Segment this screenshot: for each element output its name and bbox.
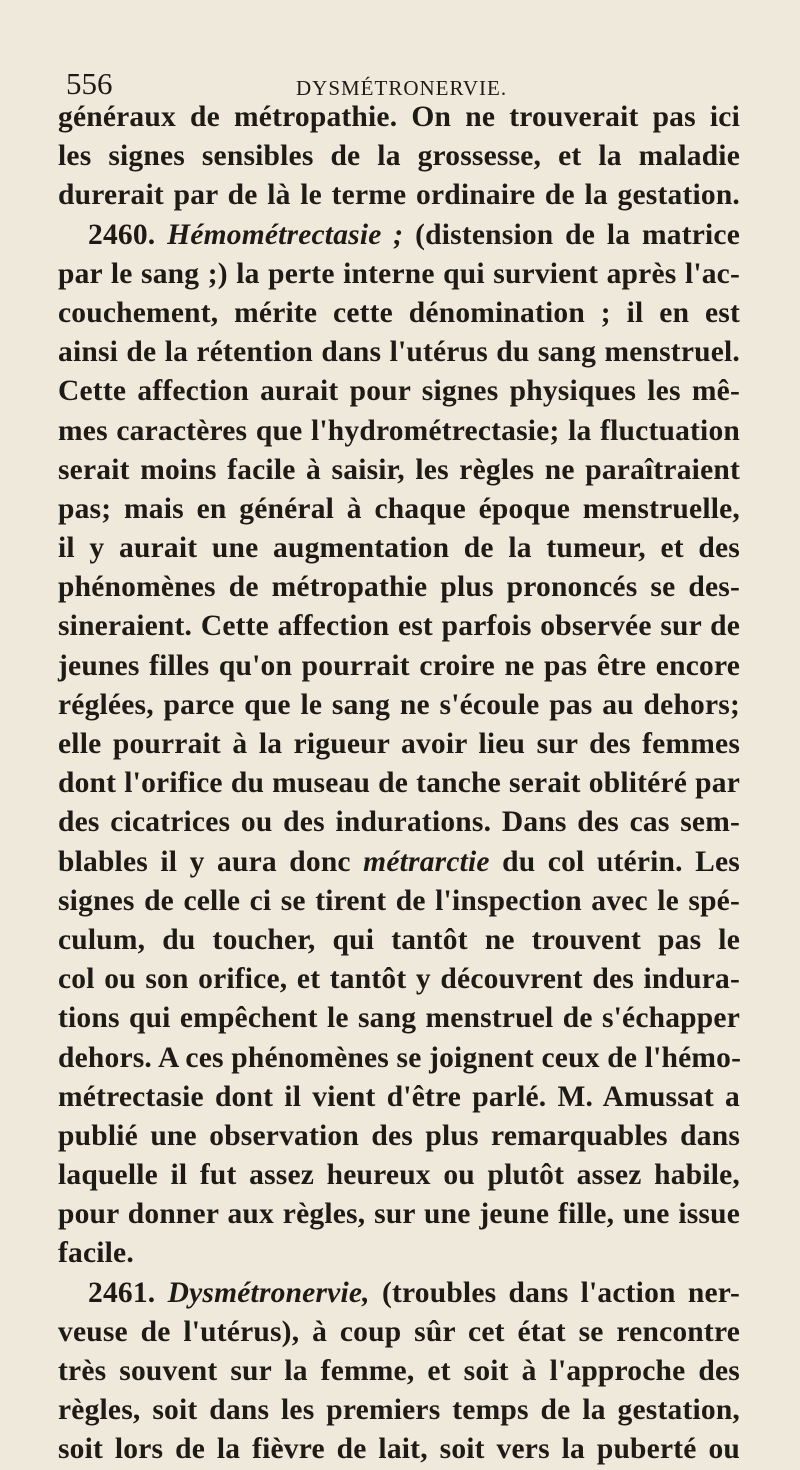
text-line	[58, 803, 740, 842]
text-run: par le sang ;) la perte interne qui survient après l'ac-	[58, 257, 740, 290]
text-line	[58, 176, 740, 215]
text-line	[58, 921, 740, 960]
text-run: règles, soit dans les premiers temps de la gestation,	[58, 1394, 740, 1427]
text-line	[58, 843, 740, 882]
text-line	[58, 1078, 740, 1117]
text-run: serait moins facile à saisir, les règles ne paraîtraient	[58, 453, 740, 486]
text-run: jeunes filles qu'on pourrait croire ne pas être encore	[58, 649, 740, 682]
text-line	[58, 725, 740, 764]
text-run: métrectasie dont il vient d'être parlé. M. Amussat a	[58, 1080, 740, 1113]
body-text	[58, 98, 740, 1470]
text-line	[58, 1352, 740, 1391]
text-run: dehors. A ces phénomènes se joignent ceux de l'hémo-	[58, 1041, 742, 1074]
text-run: facile.	[58, 1237, 134, 1270]
text-run: veuse de l'utérus), à coup sûr cet état se rencontre	[58, 1315, 740, 1348]
text-line	[58, 960, 740, 999]
text-run: pas; mais en général à chaque époque menstruelle,	[58, 492, 740, 525]
text-line	[58, 1195, 740, 1234]
text-run: les signes sensibles de la grossesse, et la maladie	[58, 140, 740, 173]
text-line	[58, 1039, 740, 1078]
paragraph-number: 2460.	[88, 218, 168, 251]
text-run: ainsi de la rétention dans l'utérus du sang menstruel.	[58, 336, 740, 369]
text-run: très souvent sur la femme, et soit à l'approche des	[58, 1355, 740, 1387]
text-run: publié une observation des plus remarquables dans	[58, 1119, 740, 1152]
text-run: pour donner aux règles, sur une jeune fille, une issue	[58, 1198, 740, 1231]
text-line	[58, 451, 740, 490]
text-line	[58, 1430, 740, 1469]
text-run: couchement, mérite cette dénomination ; il en est	[58, 296, 740, 329]
text-run: mes caractères que l'hydrométrectasie; la fluctuation	[58, 414, 740, 447]
text-line	[58, 98, 740, 137]
italic-term: Hémométrectasie ;	[167, 218, 404, 251]
text-line	[58, 568, 740, 607]
text-line	[58, 686, 740, 725]
text-line	[58, 294, 740, 333]
text-run: des cicatrices ou des indurations. Dans des cas sem-	[58, 806, 740, 839]
text-run: du col utérin. Les	[489, 845, 740, 878]
text-line	[58, 1117, 740, 1156]
text-run: (distension de la matrice	[403, 218, 741, 251]
paragraph-number: 2461.	[88, 1276, 168, 1309]
text-line	[58, 490, 740, 529]
text-line	[58, 999, 740, 1038]
text-line	[58, 1156, 740, 1195]
text-line	[58, 412, 740, 451]
text-line	[58, 137, 740, 176]
text-run: il y aurait une augmentation de la tumeur, et des	[58, 532, 740, 565]
text-run: culum, du toucher, qui tantôt ne trouvent pas le	[58, 923, 740, 956]
text-run: blables il y aura donc	[58, 845, 364, 878]
italic-term: Dysmétronervie,	[167, 1276, 370, 1309]
text-run: Cette affection aurait pour signes physiques les mê-	[58, 375, 740, 408]
text-line	[58, 372, 740, 411]
text-run: phénomènes de métropathie plus prononcés se des-	[58, 571, 740, 604]
text-run: tions qui empêchent le sang menstruel de s'échapper	[58, 1002, 740, 1035]
text-line	[58, 255, 740, 294]
text-line	[58, 1234, 740, 1273]
running-title: DYSMÉTRONERVIE.	[296, 76, 508, 100]
page-number: 556	[66, 66, 113, 101]
text-line	[58, 764, 740, 803]
text-run: elle pourrait à la rigueur avoir lieu sur des femmes	[58, 728, 740, 760]
italic-term: métrarctie	[363, 845, 490, 878]
text-line	[58, 882, 740, 921]
text-line	[58, 333, 740, 372]
text-run: généraux de métropathie. On ne trouverait pas ici	[58, 101, 740, 133]
text-run: laquelle il fut assez heureux ou plutôt assez habile,	[58, 1159, 740, 1192]
text-run: (troubles dans l'action ner-	[369, 1276, 740, 1309]
text-line	[58, 1391, 740, 1430]
text-line	[58, 607, 740, 646]
text-line	[58, 529, 740, 568]
text-line	[58, 1274, 740, 1313]
text-line	[58, 1313, 740, 1352]
text-run: soit lors de la fièvre de lait, soit vers la puberté ou	[58, 1433, 740, 1466]
text-run: sineraient. Cette affection est parfois observée sur de	[58, 610, 740, 643]
text-run: signes de celle ci se tirent de l'inspection avec le spé-	[58, 884, 740, 917]
text-run: réglées, parce que le sang ne s'écoule pas au dehors;	[58, 688, 740, 721]
text-run: dont l'orifice du museau de tanche serait oblitéré par	[58, 767, 740, 800]
text-line	[58, 647, 740, 686]
text-run: col ou son orifice, et tantôt y découvrent des indura-	[58, 963, 740, 996]
text-line	[58, 216, 740, 255]
text-run: durerait par de là le terme ordinaire de la gestation.	[58, 179, 740, 212]
